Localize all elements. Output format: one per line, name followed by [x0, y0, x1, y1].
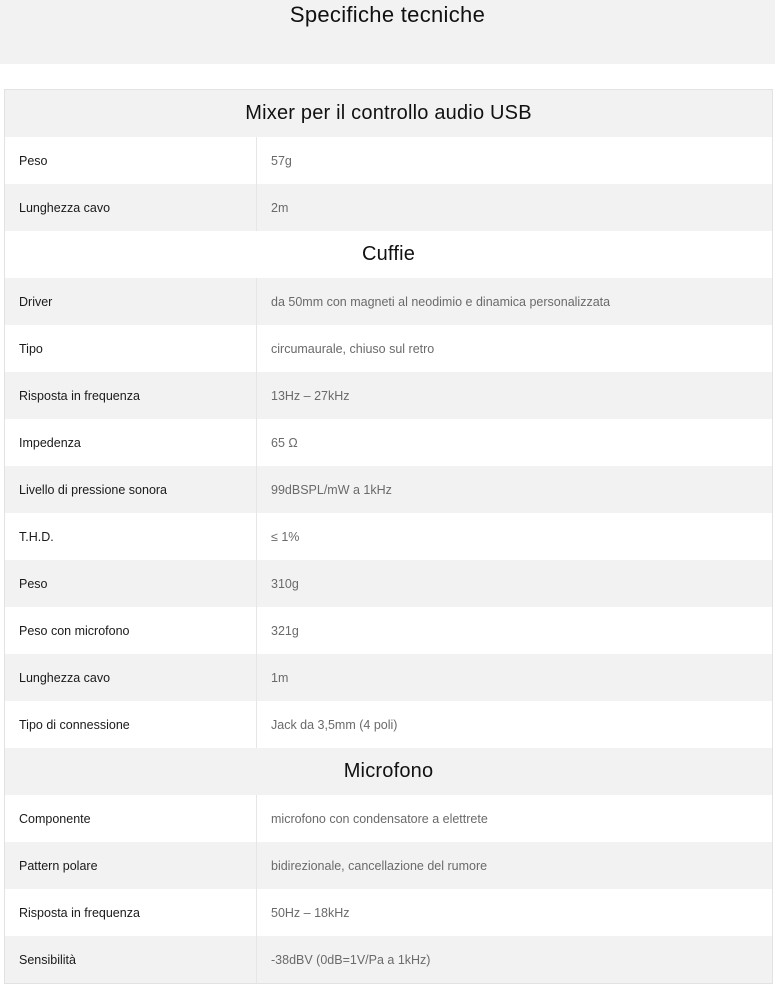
spec-value: 2m	[271, 200, 289, 215]
spec-label: Lunghezza cavo	[5, 184, 257, 231]
spec-value: da 50mm con magneti al neodimio e dinamica personalizzata	[271, 294, 611, 309]
spec-label: Risposta in frequenza	[5, 372, 257, 419]
spec-row	[5, 184, 772, 231]
spec-row	[5, 419, 772, 466]
spec-row	[5, 278, 772, 325]
page-header	[0, 0, 775, 64]
spec-label: Impedenza	[5, 419, 257, 466]
spec-row	[5, 466, 772, 513]
spec-value: microfono con condensatore a elettrete	[271, 811, 488, 826]
spec-value: circumaurale, chiuso sul retro	[271, 341, 435, 356]
section-header-microfono: Microfono	[5, 748, 772, 795]
spec-label: Peso	[5, 560, 257, 607]
spec-label: Lunghezza cavo	[5, 654, 257, 701]
spec-label: Driver	[5, 278, 257, 325]
section-header-mixer: Mixer per il controllo audio USB	[5, 90, 772, 137]
spec-value: 57g	[271, 153, 292, 168]
spec-value: ≤ 1%	[271, 529, 300, 544]
spec-row	[5, 325, 772, 372]
spec-value: 50Hz – 18kHz	[271, 905, 350, 920]
spec-row	[5, 372, 772, 419]
spec-label: Livello di pressione sonora	[5, 466, 257, 513]
spec-value: 65 Ω	[271, 435, 298, 450]
spec-label: Peso con microfono	[5, 607, 257, 654]
spec-value: 99dBSPL/mW a 1kHz	[271, 482, 392, 497]
spec-row	[5, 607, 772, 654]
spec-label: T.H.D.	[5, 513, 257, 560]
spec-label: Tipo di connessione	[5, 701, 257, 748]
spec-row	[5, 560, 772, 607]
spec-row	[5, 842, 772, 889]
spec-label: Tipo	[5, 325, 257, 372]
spec-value: 1m	[271, 670, 289, 685]
spec-row	[5, 654, 772, 701]
spec-value: -38dBV (0dB=1V/Pa a 1kHz)	[271, 952, 431, 967]
section-header-cuffie: Cuffie	[5, 231, 772, 278]
spec-row	[5, 795, 772, 842]
spec-value: Jack da 3,5mm (4 poli)	[271, 717, 398, 732]
spec-row	[5, 889, 772, 936]
spec-row	[5, 701, 772, 748]
spec-row	[5, 513, 772, 560]
spec-row	[5, 137, 772, 184]
spec-label: Sensibilità	[5, 936, 257, 983]
spec-value: bidirezionale, cancellazione del rumore	[271, 858, 488, 873]
spec-label: Pattern polare	[5, 842, 257, 889]
page-title: Specifiche tecniche	[289, 2, 486, 27]
spec-value: 13Hz – 27kHz	[271, 388, 350, 403]
spec-label: Peso	[5, 137, 257, 184]
spec-table	[4, 89, 773, 984]
spec-value: 321g	[271, 623, 299, 638]
spec-label: Risposta in frequenza	[5, 889, 257, 936]
spec-row	[5, 936, 772, 983]
spec-value: 310g	[271, 576, 299, 591]
spec-label: Componente	[5, 795, 257, 842]
